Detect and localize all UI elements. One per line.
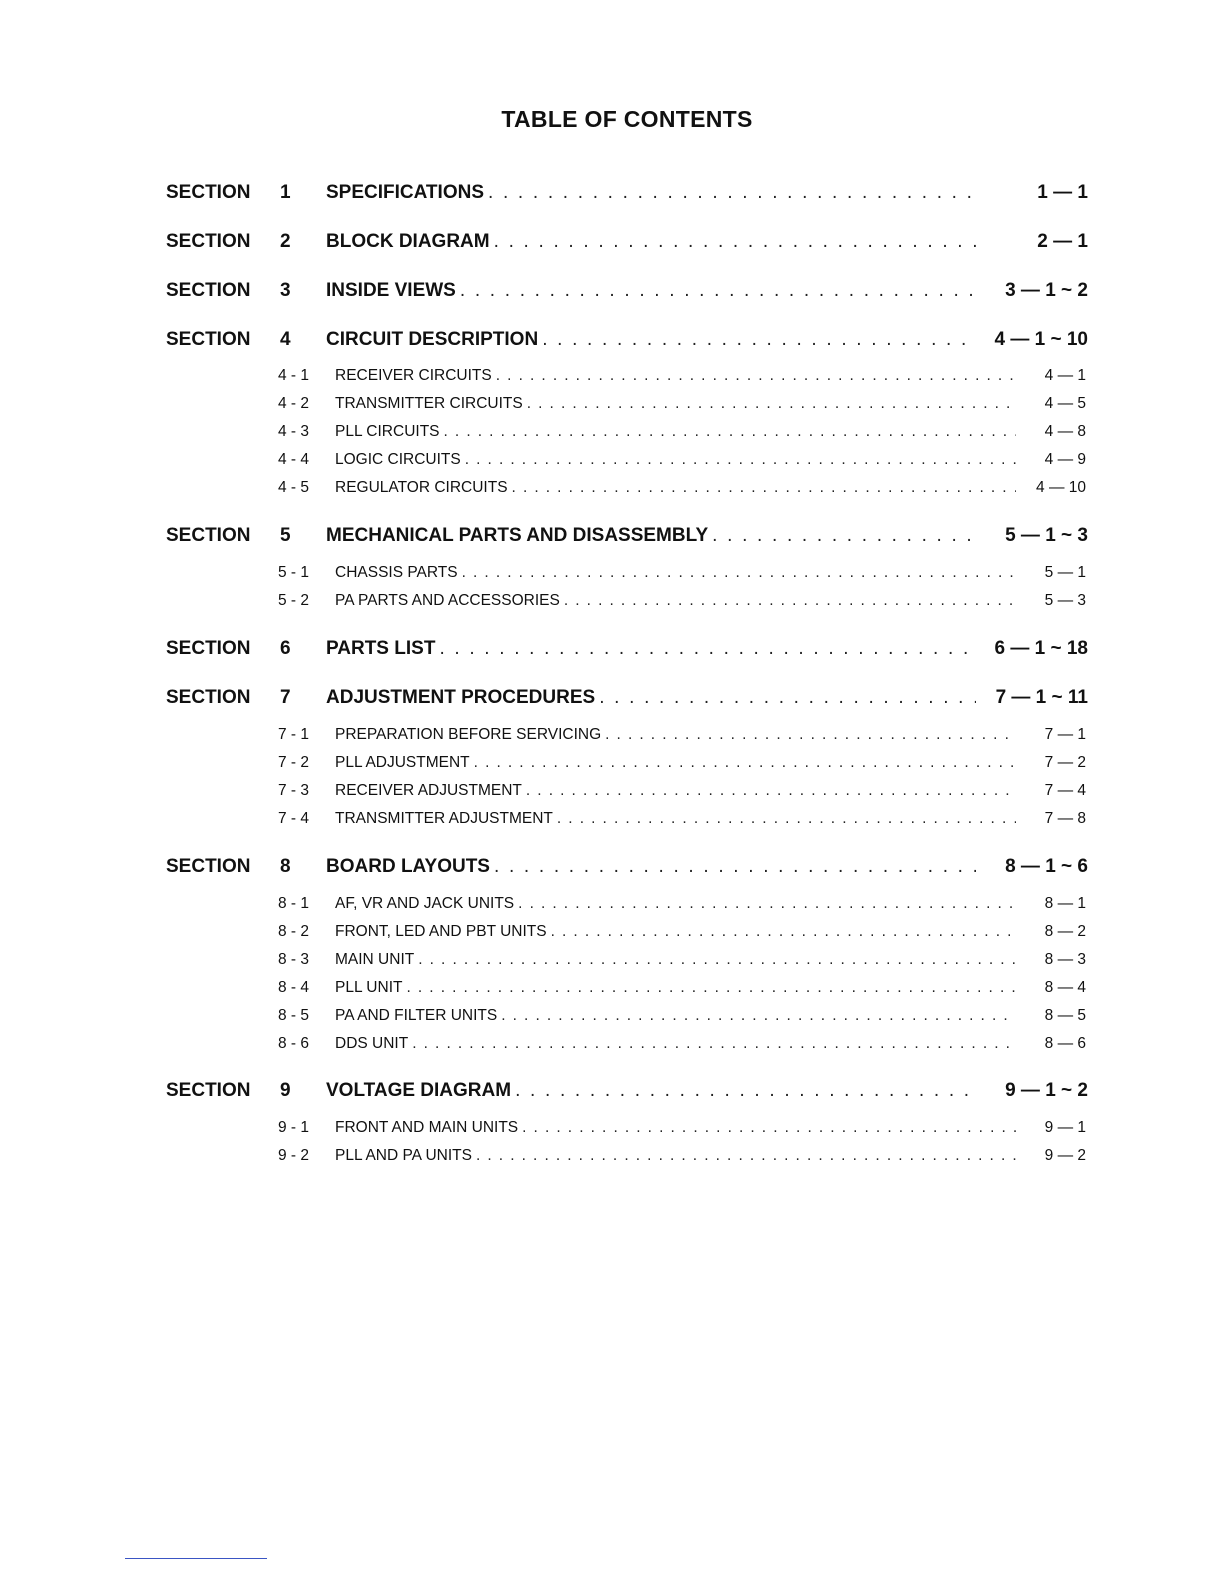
toc-subsection-row <box>278 951 1086 969</box>
footer-rule <box>125 1558 267 1559</box>
toc-subsection-row <box>278 1007 1086 1025</box>
subsection-number: 4 - 2 <box>278 395 310 412</box>
toc-section-row <box>166 231 1088 253</box>
page-reference: 8 — 4 <box>1044 979 1086 996</box>
dot-leader <box>542 329 976 351</box>
entry-title: CIRCUIT DESCRIPTION <box>326 329 539 350</box>
dot-leader <box>488 182 976 204</box>
toc-section-row <box>166 182 1088 204</box>
toc-subsection-row <box>278 895 1086 913</box>
page-reference: 8 — 6 <box>1044 1035 1086 1052</box>
toc-subsection-row <box>278 479 1086 497</box>
dot-leader <box>474 754 1016 772</box>
subsection-number: 5 - 1 <box>278 564 310 581</box>
subsection-number: 8 - 5 <box>278 1007 310 1024</box>
page-reference: 5 — 1 ~ 3 <box>1005 525 1088 546</box>
section-label: SECTION <box>166 1080 251 1101</box>
section-label: SECTION <box>166 638 251 659</box>
page-reference: 5 — 1 <box>1044 564 1086 581</box>
toc-section-row <box>166 525 1088 547</box>
entry-title: INSIDE VIEWS <box>326 280 456 301</box>
entry-title: BLOCK DIAGRAM <box>326 231 490 252</box>
page-reference: 6 — 1 ~ 18 <box>994 638 1088 659</box>
entry-title: AF, VR AND JACK UNITS <box>335 895 515 912</box>
page-reference: 2 — 1 <box>1037 231 1088 252</box>
entry-title: VOLTAGE DIAGRAM <box>326 1080 512 1101</box>
subsection-number: 9 - 2 <box>278 1147 310 1164</box>
entry-title: REGULATOR CIRCUITS <box>335 479 508 496</box>
entry-title: PREPARATION BEFORE SERVICING <box>335 726 602 743</box>
section-number: 6 <box>280 638 291 659</box>
dot-leader <box>494 231 976 253</box>
section-number: 4 <box>280 329 291 350</box>
section-label: SECTION <box>166 856 251 877</box>
page-title: TABLE OF CONTENTS <box>501 106 753 132</box>
entry-title: PA AND FILTER UNITS <box>335 1007 498 1024</box>
entry-title: TRANSMITTER CIRCUITS <box>335 395 523 412</box>
page-reference: 9 — 1 <box>1044 1119 1086 1136</box>
page-reference: 8 — 1 ~ 6 <box>1005 856 1088 877</box>
dot-leader <box>460 280 976 302</box>
entry-title: PLL ADJUSTMENT <box>335 754 470 771</box>
subsection-number: 5 - 2 <box>278 592 310 609</box>
subsection-number: 4 - 4 <box>278 451 310 468</box>
entry-title: DDS UNIT <box>335 1035 409 1052</box>
dot-leader <box>501 1007 1016 1025</box>
subsection-number: 8 - 3 <box>278 951 310 968</box>
entry-title: TRANSMITTER ADJUSTMENT <box>335 810 553 827</box>
section-label: SECTION <box>166 525 251 546</box>
dot-leader <box>564 592 1016 610</box>
dot-leader <box>476 1147 1016 1165</box>
page-reference: 1 — 1 <box>1037 182 1088 203</box>
page-reference: 8 — 3 <box>1044 951 1086 968</box>
page-reference: 4 — 1 <box>1044 367 1086 384</box>
section-label: SECTION <box>166 231 251 252</box>
page-reference: 3 — 1 ~ 2 <box>1005 280 1088 301</box>
entry-title: PA PARTS AND ACCESSORIES <box>335 592 560 609</box>
dot-leader <box>418 951 1016 969</box>
page-reference: 8 — 5 <box>1044 1007 1086 1024</box>
dot-leader <box>527 395 1016 413</box>
entry-title: PLL AND PA UNITS <box>335 1147 472 1164</box>
entry-title: PLL UNIT <box>335 979 403 996</box>
dot-leader <box>605 726 1016 744</box>
entry-title: RECEIVER CIRCUITS <box>335 367 492 384</box>
page-reference: 7 — 8 <box>1044 810 1086 827</box>
toc-subsection-row <box>278 451 1086 469</box>
dot-leader <box>551 923 1016 941</box>
section-number: 1 <box>280 182 291 203</box>
toc-subsection-row <box>278 423 1086 441</box>
toc-subsection-row <box>278 782 1086 800</box>
entry-title: RECEIVER ADJUSTMENT <box>335 782 522 799</box>
section-number: 2 <box>280 231 291 252</box>
dot-leader <box>526 782 1016 800</box>
section-number: 7 <box>280 687 291 708</box>
entry-title: FRONT AND MAIN UNITS <box>335 1119 519 1136</box>
page-reference: 4 — 10 <box>1036 479 1086 496</box>
toc-subsection-row <box>278 1119 1086 1137</box>
entry-title: PLL CIRCUITS <box>335 423 440 440</box>
page-reference: 8 — 2 <box>1044 923 1086 940</box>
entry-title: LOGIC CIRCUITS <box>335 451 461 468</box>
toc-subsection-row <box>278 592 1086 610</box>
subsection-number: 4 - 3 <box>278 423 310 440</box>
toc-subsection-row <box>278 754 1086 772</box>
toc-subsection-row <box>278 923 1086 941</box>
dot-leader <box>515 1080 976 1102</box>
page-reference: 4 — 5 <box>1044 395 1086 412</box>
toc-section-row <box>166 638 1088 660</box>
toc-subsection-row <box>278 395 1086 413</box>
subsection-number: 7 - 3 <box>278 782 310 799</box>
toc-section-row <box>166 280 1088 302</box>
entry-title: PARTS LIST <box>326 638 436 659</box>
dot-leader <box>496 367 1016 385</box>
toc-subsection-row <box>278 367 1086 385</box>
dot-leader <box>512 479 1016 497</box>
section-number: 5 <box>280 525 291 546</box>
section-number: 3 <box>280 280 291 301</box>
subsection-number: 9 - 1 <box>278 1119 310 1136</box>
toc-subsection-row <box>278 810 1086 828</box>
toc-subsection-row <box>278 564 1086 582</box>
entry-title: ADJUSTMENT PROCEDURES <box>326 687 596 708</box>
dot-leader <box>494 856 976 878</box>
dot-leader <box>522 1119 1016 1137</box>
entry-title: CHASSIS PARTS <box>335 564 458 581</box>
section-label: SECTION <box>166 687 251 708</box>
subsection-number: 7 - 1 <box>278 726 310 743</box>
dot-leader <box>439 638 976 660</box>
toc-subsection-row <box>278 726 1086 744</box>
toc-subsection-row <box>278 1147 1086 1165</box>
subsection-number: 8 - 6 <box>278 1035 310 1052</box>
page-reference: 4 — 9 <box>1044 451 1086 468</box>
page-reference: 7 — 4 <box>1044 782 1086 799</box>
subsection-number: 8 - 4 <box>278 979 310 996</box>
toc-section-row <box>166 687 1088 709</box>
toc-section-row <box>166 1080 1088 1102</box>
dot-leader <box>712 525 976 547</box>
dot-leader <box>518 895 1016 913</box>
entry-title: FRONT, LED AND PBT UNITS <box>335 923 547 940</box>
subsection-number: 4 - 1 <box>278 367 310 384</box>
dot-leader <box>412 1035 1016 1053</box>
page-reference: 7 — 2 <box>1044 754 1086 771</box>
subsection-number: 7 - 2 <box>278 754 310 771</box>
section-label: SECTION <box>166 280 251 301</box>
dot-leader <box>444 423 1016 441</box>
subsection-number: 4 - 5 <box>278 479 310 496</box>
entry-title: SPECIFICATIONS <box>326 182 484 203</box>
toc-section-row <box>166 856 1088 878</box>
entry-title: MECHANICAL PARTS AND DISASSEMBLY <box>326 525 709 546</box>
subsection-number: 8 - 2 <box>278 923 310 940</box>
section-label: SECTION <box>166 182 251 203</box>
section-number: 9 <box>280 1080 291 1101</box>
dot-leader <box>465 451 1016 469</box>
subsection-number: 8 - 1 <box>278 895 310 912</box>
toc-subsection-row <box>278 1035 1086 1053</box>
page-reference: 7 — 1 ~ 11 <box>995 687 1088 708</box>
dot-leader <box>557 810 1016 828</box>
page-reference: 8 — 1 <box>1044 895 1086 912</box>
page-reference: 9 — 1 ~ 2 <box>1005 1080 1088 1101</box>
dot-leader <box>406 979 1016 997</box>
dot-leader <box>599 687 976 709</box>
page-reference: 4 — 1 ~ 10 <box>994 329 1088 350</box>
toc-section-row <box>166 329 1088 351</box>
dot-leader <box>462 564 1016 582</box>
entry-title: MAIN UNIT <box>335 951 415 968</box>
entry-title: BOARD LAYOUTS <box>326 856 490 877</box>
section-number: 8 <box>280 856 291 877</box>
page-reference: 4 — 8 <box>1044 423 1086 440</box>
subsection-number: 7 - 4 <box>278 810 310 827</box>
page-reference: 9 — 2 <box>1044 1147 1086 1164</box>
page-reference: 5 — 3 <box>1044 592 1086 609</box>
section-label: SECTION <box>166 329 251 350</box>
page-reference: 7 — 1 <box>1044 726 1086 743</box>
toc-subsection-row <box>278 979 1086 997</box>
